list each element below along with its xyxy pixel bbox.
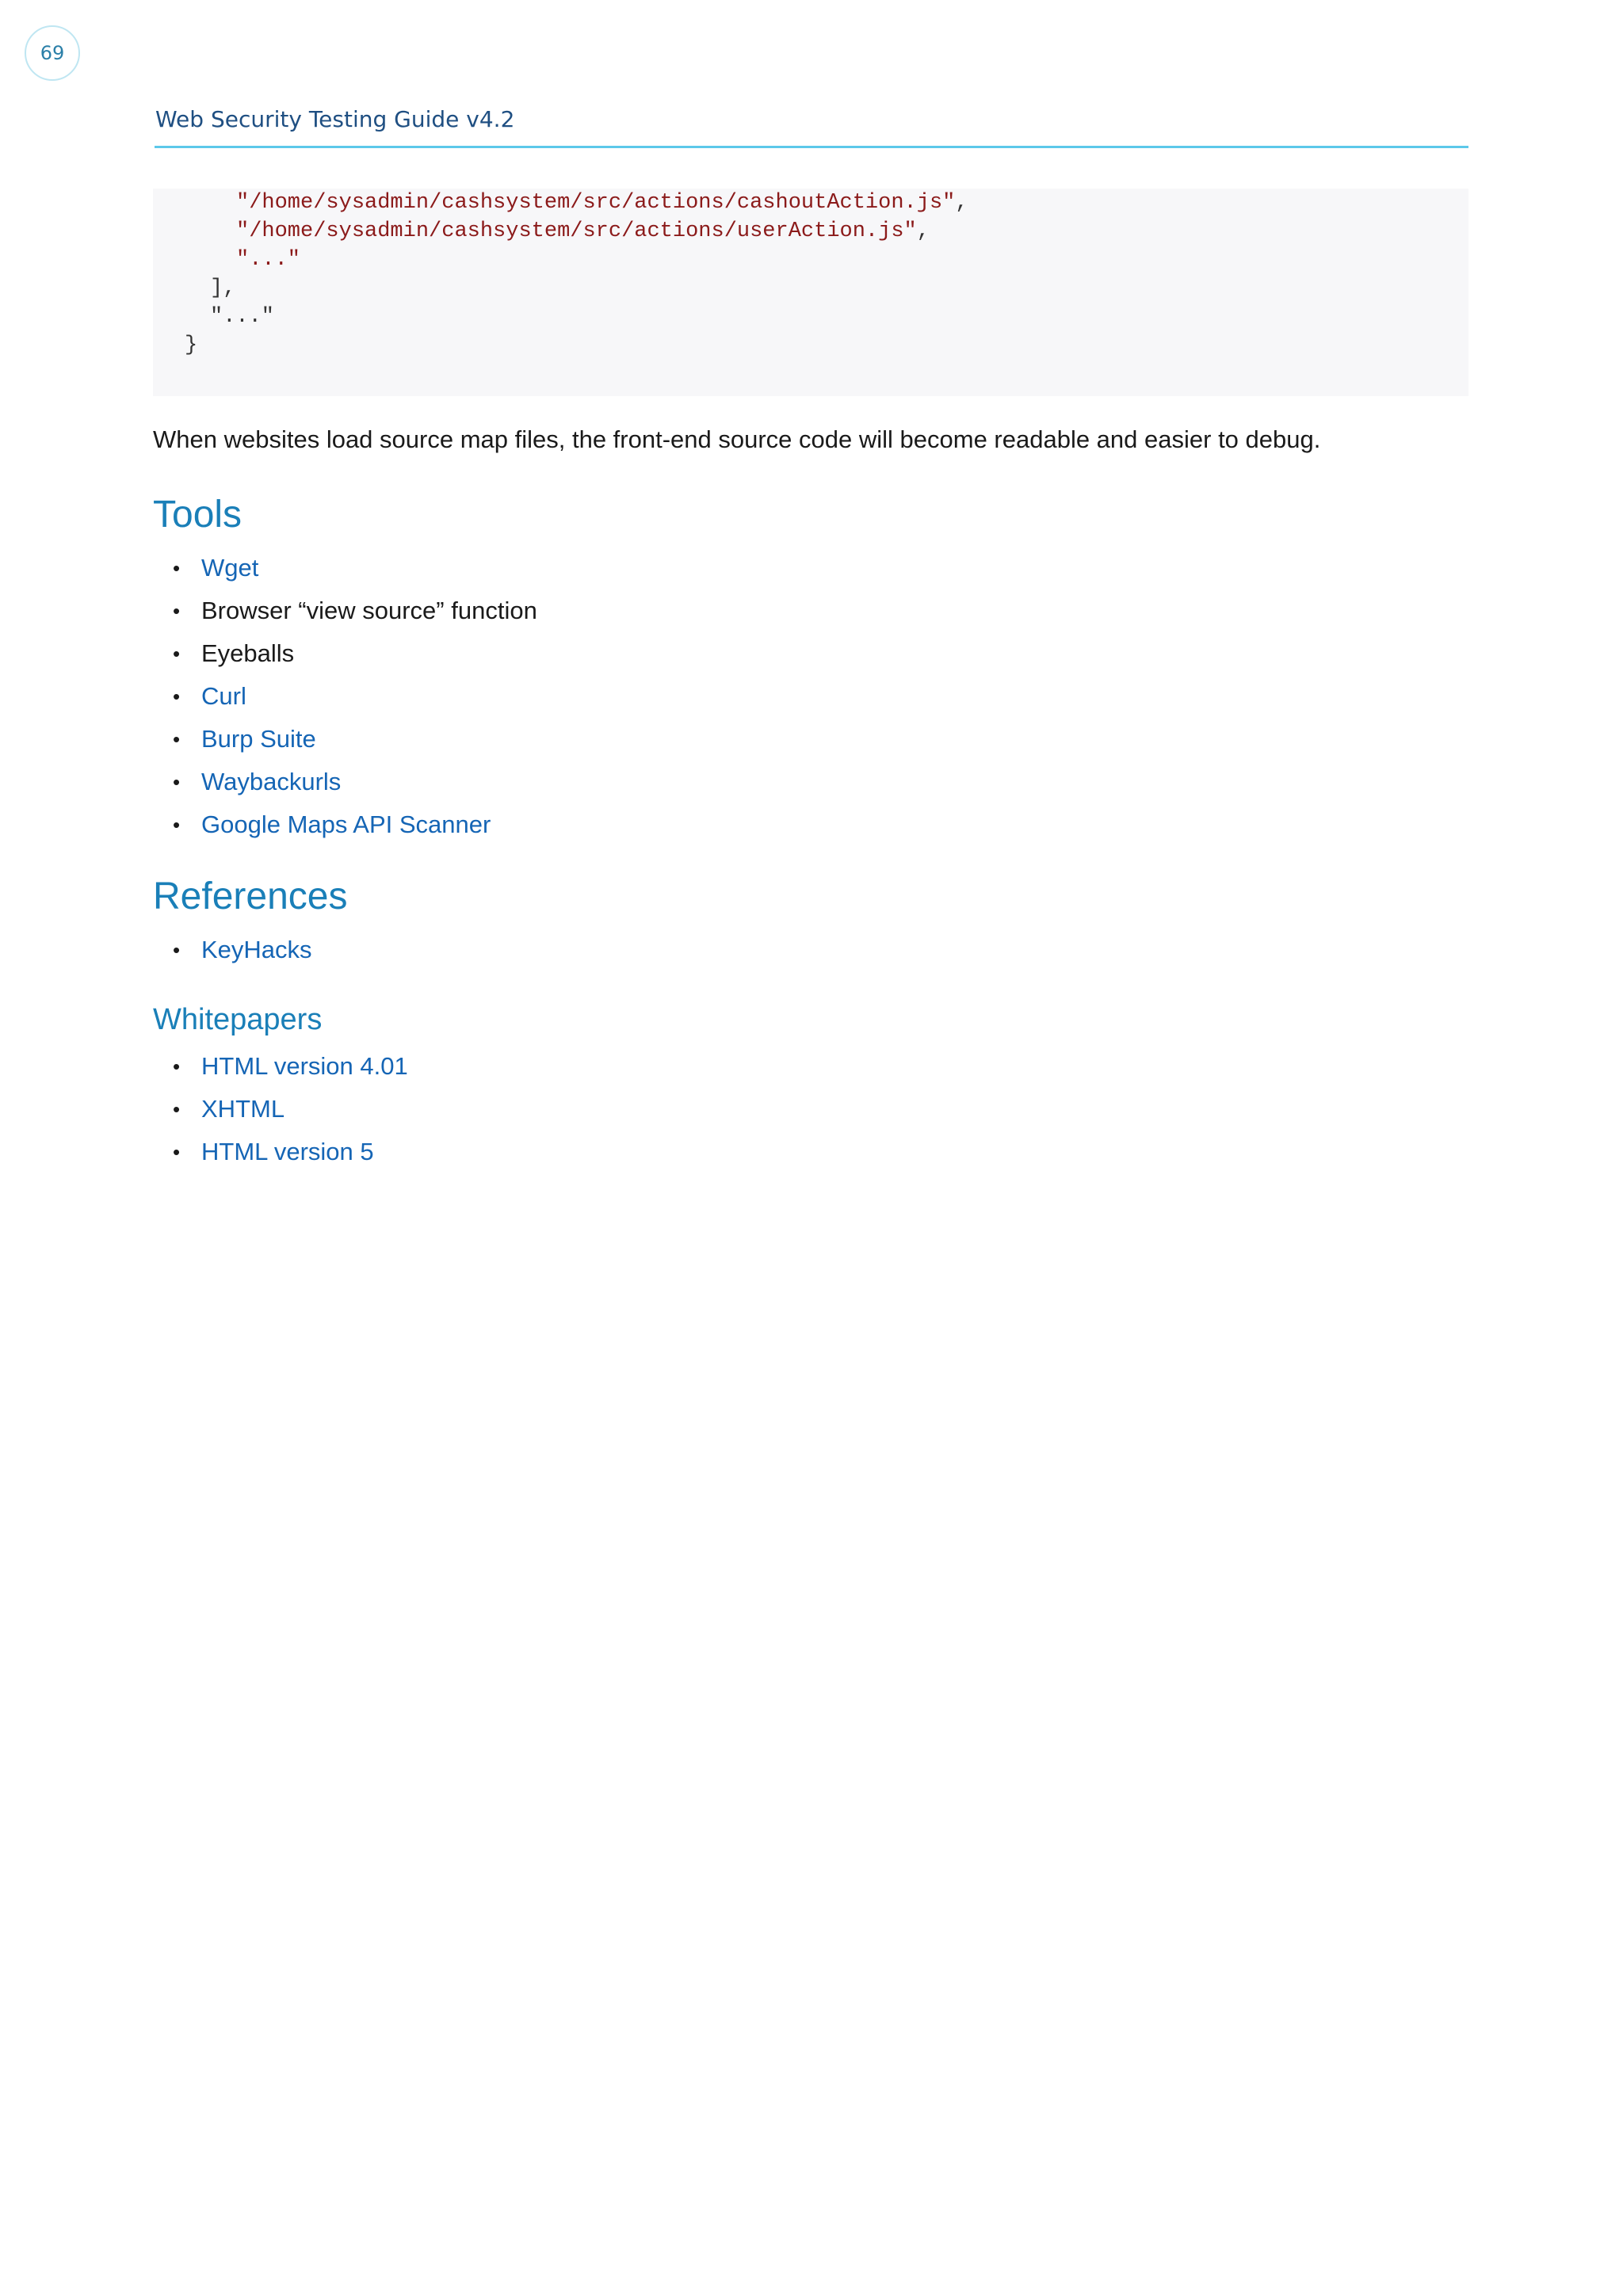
code-string: "..." — [236, 248, 301, 272]
bullet-icon: • — [173, 1140, 181, 1164]
tool-text-eyeballs: Eyeballs — [201, 639, 295, 667]
tool-text-view-source: Browser “view source” function — [201, 597, 537, 624]
bullet-icon: • — [173, 1055, 181, 1078]
tool-link-curl[interactable]: Curl — [201, 682, 246, 710]
bullet-icon: • — [173, 938, 181, 962]
section-heading-whitepapers: Whitepapers — [153, 1003, 323, 1036]
body-paragraph: When websites load source map files, the front-end source code will become readable and easier to debug. — [153, 425, 1321, 453]
tool-link-burp-suite[interactable]: Burp Suite — [201, 725, 316, 753]
bullet-icon: • — [173, 642, 181, 666]
tool-link-google-maps-api-scanner[interactable]: Google Maps API Scanner — [201, 810, 491, 838]
code-line — [236, 217, 930, 246]
code-line: } — [185, 334, 198, 357]
tool-link-waybackurls[interactable]: Waybackurls — [201, 768, 342, 795]
code-block — [153, 189, 1468, 396]
whitepaper-link-html-5[interactable]: HTML version 5 — [201, 1138, 374, 1165]
section-heading-tools: Tools — [153, 494, 242, 536]
bullet-icon: • — [173, 727, 181, 751]
bullet-icon: • — [173, 599, 181, 623]
code-punctuation: , — [916, 219, 930, 243]
section-heading-references: References — [153, 875, 348, 917]
header-divider — [155, 146, 1468, 148]
bullet-icon: • — [173, 1097, 181, 1121]
bullet-icon: • — [173, 813, 181, 837]
running-header: Web Security Testing Guide v4.2 — [155, 106, 515, 132]
code-line — [236, 246, 300, 274]
code-line: ], — [210, 277, 236, 300]
reference-link-keyhacks[interactable]: KeyHacks — [201, 936, 312, 963]
page-number: 69 — [25, 25, 80, 81]
code-punctuation: , — [955, 191, 968, 215]
bullet-icon: • — [173, 556, 181, 580]
code-string: "/home/sysadmin/cashsystem/src/actions/userAction.js" — [236, 219, 917, 243]
code-line — [236, 189, 968, 217]
bullet-icon: • — [173, 685, 181, 708]
code-line: "..." — [210, 305, 275, 329]
whitepaper-link-xhtml[interactable]: XHTML — [201, 1095, 285, 1123]
whitepaper-link-html-4-01[interactable]: HTML version 4.01 — [201, 1052, 408, 1080]
tool-link-wget[interactable]: Wget — [201, 554, 259, 582]
code-string: "/home/sysadmin/cashsystem/src/actions/cashoutAction.js" — [236, 191, 956, 215]
bullet-icon: • — [173, 770, 181, 794]
